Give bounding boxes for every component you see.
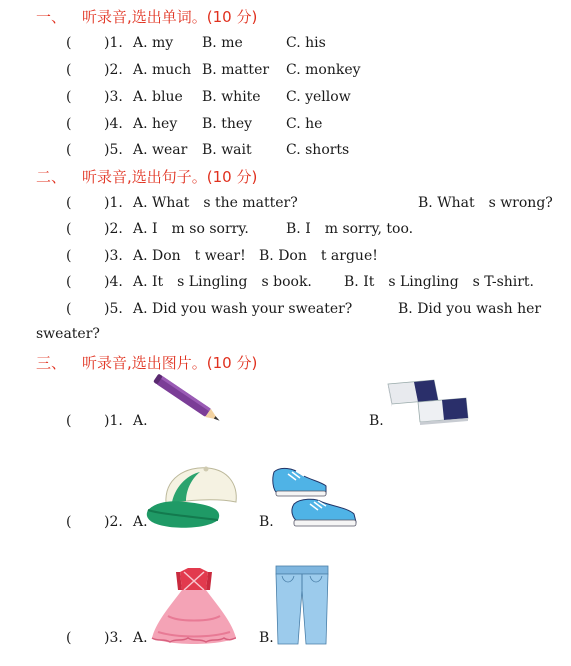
question-row [0,87,571,107]
section-number: 一、 [36,8,67,26]
question-row [0,219,571,239]
pink-dress-image[interactable] [148,566,240,646]
answer-paren[interactable]: ( [66,301,72,317]
pencil-image[interactable] [148,372,230,428]
option-a: A. wear [133,142,188,158]
option-a: A. Did you wash your sweater? [133,301,353,317]
section-number: 三、 [36,354,67,372]
section-number: 二、 [36,168,67,186]
option-a: A. It s Lingling s book. [133,274,312,290]
option-b: B. It s Lingling s T-shirt. [344,274,535,290]
question-number: )1. [104,413,123,429]
answer-paren[interactable]: ( [66,35,72,51]
cap-image[interactable] [146,464,242,532]
option-c: C. he [286,116,323,132]
option-c: C. shorts [286,142,350,158]
option-b: B. they [202,116,253,132]
option-c: C. his [286,35,326,51]
question-row [0,272,571,292]
question-row [0,114,571,134]
answer-paren[interactable]: ( [66,62,72,78]
option-b: B. white [202,89,261,105]
question-row [0,60,571,80]
question-number: )1. [104,195,123,211]
option-b-continuation: sweater? [36,326,100,342]
question-row [0,299,571,319]
question-number: )1. [104,35,123,51]
question-number: )2. [104,62,123,78]
option-b[interactable]: B. [259,514,274,530]
answer-paren[interactable]: ( [66,248,72,264]
option-a: A. my [133,35,174,51]
question-number: )3. [104,89,123,105]
question-row [0,246,571,266]
option-a: A. much [133,62,192,78]
question-number: )5. [104,142,123,158]
sneakers-image[interactable] [270,462,362,532]
option-a: A. What s the matter? [133,195,298,211]
option-a[interactable]: A. [133,514,148,530]
section-heading: 听录音,选出图片。(10 分) [82,354,258,372]
section-heading: 听录音,选出句子。(10 分) [82,168,258,186]
answer-paren[interactable]: ( [66,221,72,237]
question-number: )2. [104,221,123,237]
option-b[interactable]: B. [369,413,384,429]
question-row [0,140,571,160]
option-c: C. yellow [286,89,351,105]
question-number: )2. [104,514,123,530]
question-row [0,411,571,431]
option-b: B. Don t argue! [259,248,378,264]
option-b: B. What s wrong? [418,195,553,211]
option-b[interactable]: B. [259,630,274,646]
option-b: B. me [202,35,243,51]
option-a: A. hey [133,116,178,132]
option-a[interactable]: A. [133,630,148,646]
option-a: A. I m so sorry. [133,221,249,237]
question-row [0,33,571,53]
section-1-title [36,6,257,27]
question-number: )4. [104,274,123,290]
option-b: B. wait [202,142,252,158]
answer-paren[interactable]: ( [66,514,72,530]
jeans-image[interactable] [272,564,332,646]
option-a[interactable]: A. [133,413,148,429]
question-row [0,193,571,213]
option-c: C. monkey [286,62,361,78]
erasers-image[interactable] [384,376,472,428]
question-number: )5. [104,301,123,317]
answer-paren[interactable]: ( [66,630,72,646]
question-number: )3. [104,630,123,646]
answer-paren[interactable]: ( [66,274,72,290]
option-b: B. I m sorry, too. [286,221,414,237]
option-b: B. Did you wash her [398,301,542,317]
section-2-title [36,166,257,187]
section-3-title [36,352,257,373]
option-a: A. Don t wear! [133,248,246,264]
section-heading: 听录音,选出单词。(10 分) [82,8,258,26]
question-number: )4. [104,116,123,132]
answer-paren[interactable]: ( [66,116,72,132]
answer-paren[interactable]: ( [66,89,72,105]
option-a: A. blue [133,89,183,105]
answer-paren[interactable]: ( [66,413,72,429]
option-b: B. matter [202,62,270,78]
question-number: )3. [104,248,123,264]
answer-paren[interactable]: ( [66,195,72,211]
answer-paren[interactable]: ( [66,142,72,158]
